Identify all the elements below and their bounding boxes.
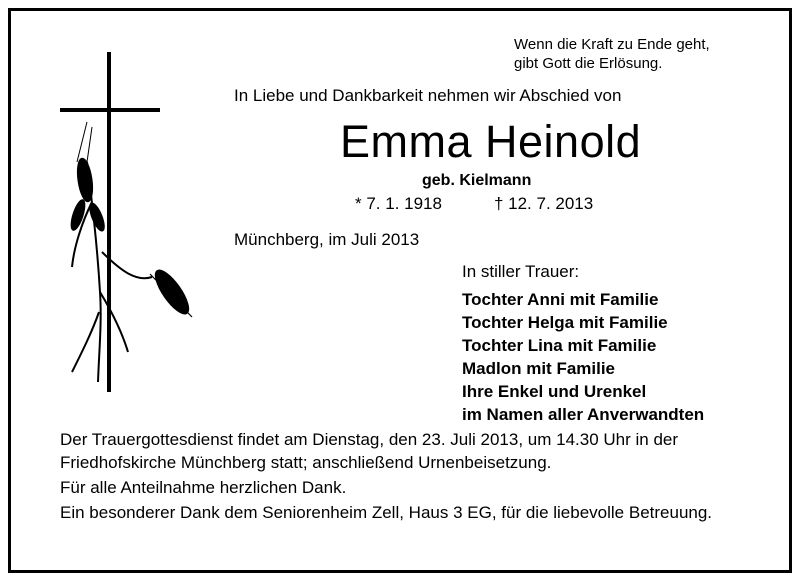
mourners-list xyxy=(462,288,704,426)
mourner-item: Madlon mit Familie xyxy=(462,359,616,378)
quote-line-1: Wenn die Kraft zu Ende geht, xyxy=(514,36,710,53)
mourning-heading: In stiller Trauer: xyxy=(462,262,580,281)
mourner-item: im Namen aller Anverwandten xyxy=(462,405,705,424)
notices xyxy=(60,428,760,526)
funeral-notice: Der Trauergottesdienst findet am Dienstag, den 23. Juli 2013, um 14.30 Uhr in der Friedhofskirche Münchberg statt; anschließend Urnenbeisetzung. xyxy=(60,430,679,472)
place-date: Münchberg, im Juli 2013 xyxy=(234,230,420,249)
thanks-notice: Für alle Anteilnahme herzlichen Dank. xyxy=(60,478,347,497)
quote-line-2: gibt Gott die Erlösung. xyxy=(514,55,663,72)
mourner-item: Tochter Anni mit Familie xyxy=(462,290,659,309)
quote xyxy=(514,35,710,73)
special-thanks-notice: Ein besonderer Dank dem Seniorenheim Zell, Haus 3 EG, für die liebevolle Betreuung. xyxy=(60,503,713,522)
death-date: † 12. 7. 2013 xyxy=(493,194,594,213)
life-dates xyxy=(355,194,593,214)
mourner-item: Tochter Lina mit Familie xyxy=(462,336,657,355)
intro-text: In Liebe und Dankbarkeit nehmen wir Abschied von xyxy=(234,86,622,105)
cross-with-wheat-icon xyxy=(52,52,202,402)
wheat-icon xyxy=(68,122,194,382)
birth-name: geb. Kielmann xyxy=(422,172,532,189)
mourner-item: Tochter Helga mit Familie xyxy=(462,313,668,332)
deceased-name: Emma Heinold xyxy=(340,116,642,167)
birth-date: * 7. 1. 1918 xyxy=(355,194,442,213)
mourner-item: Ihre Enkel und Urenkel xyxy=(462,382,647,401)
